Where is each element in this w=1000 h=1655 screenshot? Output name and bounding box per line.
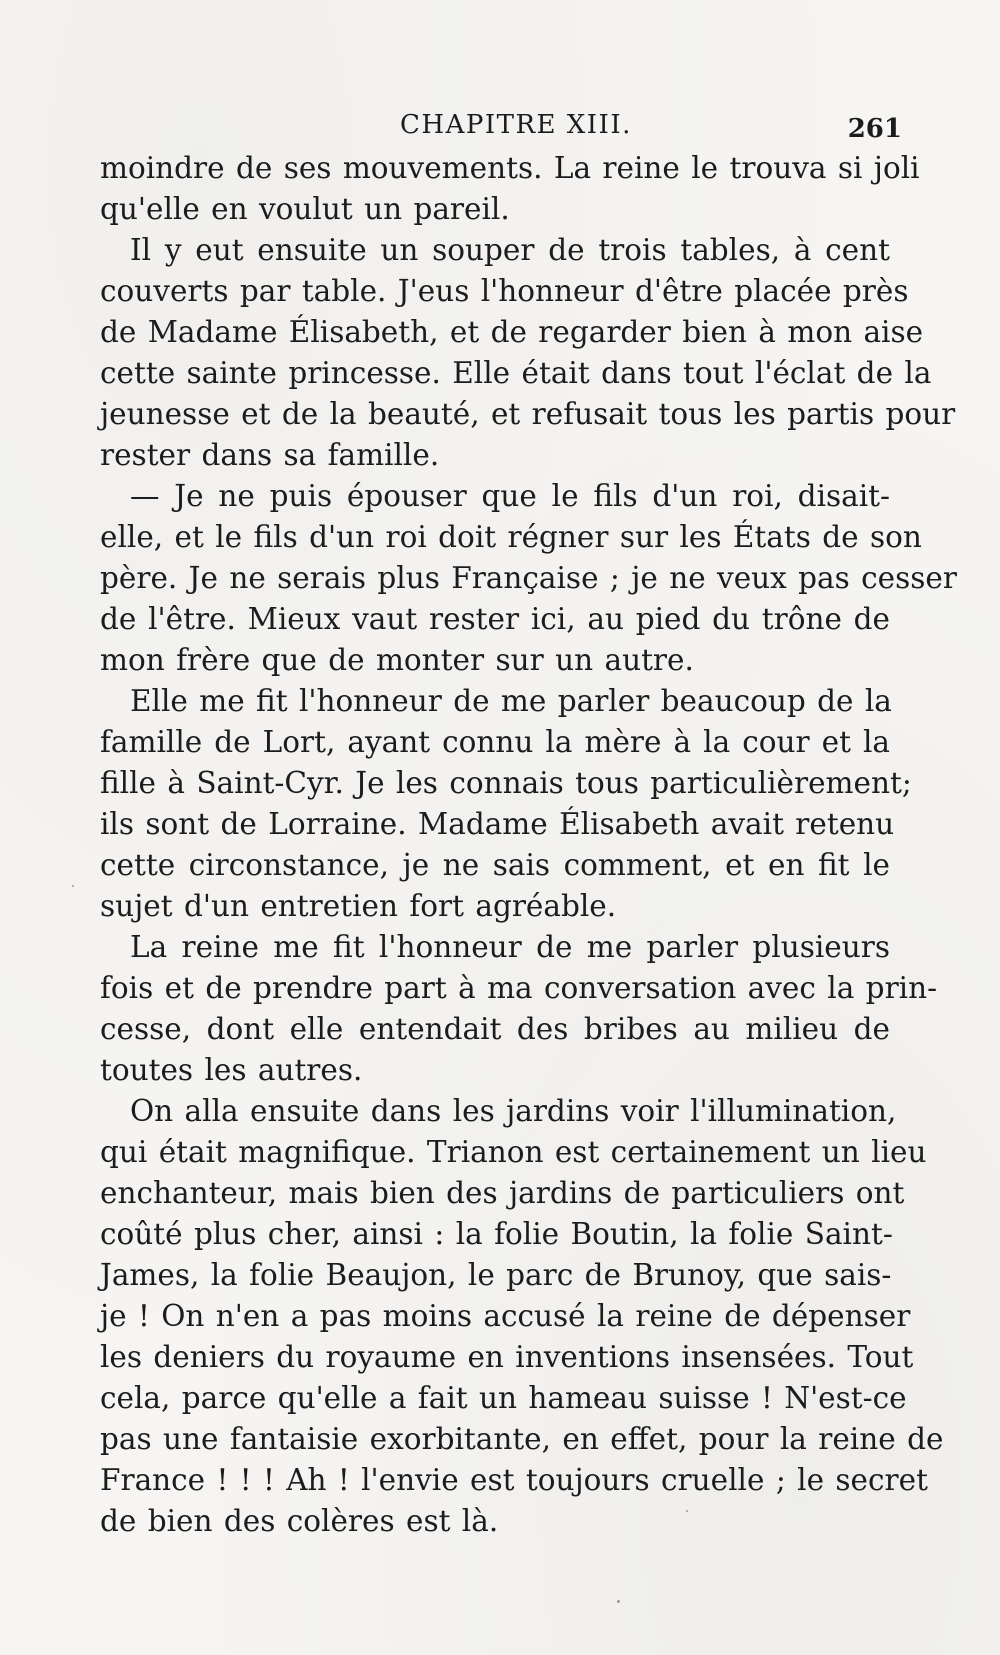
text-line: pas une fantaisie exorbitante, en effet, pour la reine de xyxy=(100,1422,944,1456)
text-line: moindre de ses mouvements. La reine le trouva si joli xyxy=(100,151,920,185)
text-line: de Madame Élisabeth, et de regarder bien à mon aise xyxy=(100,315,924,349)
text-line: je ! On n'en a pas moins accusé la reine de dépenser xyxy=(100,1299,911,1333)
text-line: toutes les autres. xyxy=(100,1053,363,1087)
text-line: fois et de prendre part à ma conversation avec la prin- xyxy=(100,971,938,1005)
body-text xyxy=(100,148,957,1542)
text-line: France ! ! ! Ah ! l'envie est toujours cruelle ; le secret xyxy=(100,1463,928,1497)
text-line: elle, et le fils d'un roi doit régner sur les États de son xyxy=(100,520,922,554)
page-number: 261 xyxy=(847,114,902,144)
text-line: cette sainte princesse. Elle était dans tout l'éclat de la xyxy=(100,356,932,390)
text-line: jeunesse et de la beauté, et refusait tous les partis pour xyxy=(100,397,956,431)
running-header xyxy=(100,104,900,144)
text-line: qu'elle en voulut un pareil. xyxy=(100,192,510,226)
paper-speck xyxy=(617,1600,620,1603)
text-line: James, la folie Beaujon, le parc de Brunoy, que sais- xyxy=(100,1258,892,1292)
text-line: cesse, dont elle entendait des bribes au milieu de xyxy=(100,1012,890,1046)
text-line: fille à Saint-Cyr. Je les connais tous particulièrement; xyxy=(100,766,912,800)
text-line: père. Je ne serais plus Française ; je ne veux pas cesser xyxy=(100,561,957,595)
text-line: On alla ensuite dans les jardins voir l'illumination, xyxy=(130,1094,897,1128)
paper-speck xyxy=(72,885,74,887)
text-line: de bien des colères est là. xyxy=(100,1504,499,1538)
text-line: sujet d'un entretien fort agréable. xyxy=(100,889,617,923)
text-line: les deniers du royaume en inventions insensées. Tout xyxy=(100,1340,914,1374)
chapter-title: CHAPITRE XIII. xyxy=(400,110,632,140)
text-line: enchanteur, mais bien des jardins de particuliers ont xyxy=(100,1176,905,1210)
text-line: La reine me fit l'honneur de me parler plusieurs xyxy=(130,930,890,964)
text-line: cette circonstance, je ne sais comment, et en fit le xyxy=(100,848,890,882)
text-line: de l'être. Mieux vaut rester ici, au pied du trône de xyxy=(100,602,890,636)
text-line: Il y eut ensuite un souper de trois tables, à cent xyxy=(130,233,890,267)
text-line: couverts par table. J'eus l'honneur d'être placée près xyxy=(100,274,909,308)
text-line: mon frère que de monter sur un autre. xyxy=(100,643,694,677)
text-line: — Je ne puis épouser que le fils d'un roi, disait- xyxy=(130,479,890,513)
text-line: ils sont de Lorraine. Madame Élisabeth avait retenu xyxy=(100,807,895,841)
paper-speck xyxy=(686,1510,688,1512)
text-line: rester dans sa famille. xyxy=(100,438,440,472)
text-line: cela, parce qu'elle a fait un hameau suisse ! N'est-ce xyxy=(100,1381,907,1415)
text-line: coûté plus cher, ainsi : la folie Boutin, la folie Saint- xyxy=(100,1217,893,1251)
text-line: famille de Lort, ayant connu la mère à la cour et la xyxy=(100,725,890,759)
text-line: Elle me fit l'honneur de me parler beaucoup de la xyxy=(130,684,892,718)
text-line: qui était magnifique. Trianon est certainement un lieu xyxy=(100,1135,927,1169)
